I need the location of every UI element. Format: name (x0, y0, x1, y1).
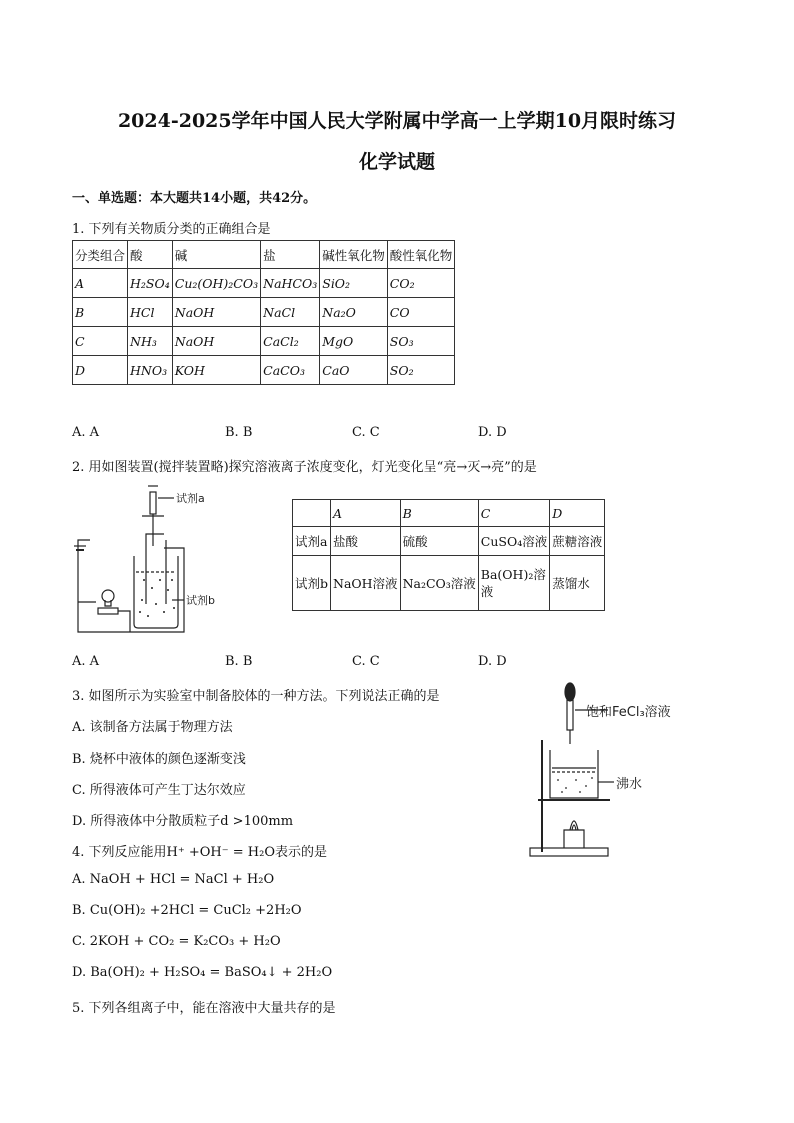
q2-stem: 2. 用如图装置(搅拌装置略)探究溶液离子浓度变化，灯光变化呈“亮→灭→亮”的是 (72, 460, 537, 475)
q4-option-a[interactable]: A. NaOH + HCl = NaCl + H₂O (72, 872, 275, 887)
table-cell: CO (387, 298, 455, 327)
q4-stem: 4. 下列反应能用H⁺ +OH⁻ = H₂O表示的是 (72, 845, 327, 860)
colloid-prep-figure (520, 680, 720, 862)
q3-stem: 3. 如图所示为实验室中制备胶体的一种方法。下列说法正确的是 (72, 689, 440, 704)
table-header-cell: 酸性氧化物 (387, 241, 455, 269)
table-row (293, 556, 605, 611)
option-d[interactable]: D. D (478, 425, 507, 440)
table-row (73, 269, 455, 298)
q3-option-b[interactable]: B. 烧杯中液体的颜色逐渐变浅 (72, 752, 246, 767)
table-cell: Na₂O (320, 298, 388, 327)
table-cell: HNO₃ (128, 356, 173, 385)
table-row (73, 298, 455, 327)
option-a[interactable]: A. A (72, 654, 100, 669)
q4-option-c[interactable]: C. 2KOH + CO₂ = K₂CO₃ + H₂O (72, 934, 281, 949)
table-cell: CO₂ (387, 269, 455, 298)
table-cell: 蔗糖溶液 (550, 527, 605, 556)
q5-stem: 5. 下列各组离子中，能在溶液中大量共存的是 (72, 1001, 336, 1016)
table-cell: 试剂b (293, 556, 331, 611)
table-header-row (293, 500, 605, 527)
table-cell: CuSO₄溶液 (478, 527, 549, 556)
table-header-cell: 碱 (172, 241, 260, 269)
q2-reagent-table (292, 499, 605, 611)
table-header-cell: 分类组合 (73, 241, 128, 269)
table-cell: NaOH (172, 327, 260, 356)
option-b[interactable]: B. B (225, 654, 253, 669)
table-row (73, 327, 455, 356)
table-cell: A (73, 269, 128, 298)
q4-option-b[interactable]: B. Cu(OH)₂ +2HCl = CuCl₂ +2H₂O (72, 903, 302, 918)
q1-classification-table (72, 240, 455, 385)
table-cell: 试剂a (293, 527, 331, 556)
exam-subtitle: 化学试题 (358, 151, 435, 173)
table-cell: HCl (128, 298, 173, 327)
q3-option-c[interactable]: C. 所得液体可产生丁达尔效应 (72, 783, 246, 798)
q3-option-d[interactable]: D. 所得液体中分散质粒子d >100mm (72, 814, 294, 829)
section-heading: 一、单选题：本大题共14小题，共42分。 (72, 191, 317, 206)
table-header-row (73, 241, 455, 269)
table-header-cell: C (478, 500, 549, 527)
table-header-cell: 碱性氧化物 (320, 241, 388, 269)
q1-stem: 1. 下列有关物质分类的正确组合是 (72, 222, 271, 237)
table-cell: C (73, 327, 128, 356)
table-row (73, 356, 455, 385)
reagent-a-label: 试剂a (176, 492, 205, 505)
table-cell: 蒸馏水 (550, 556, 605, 611)
table-cell: NaOH溶液 (331, 556, 401, 611)
table-cell: NH₃ (128, 327, 173, 356)
option-b[interactable]: B. B (225, 425, 253, 440)
table-header-cell: B (400, 500, 478, 527)
fecl3-label: 饱和FeCl₃溶液 (586, 705, 671, 720)
table-cell: SO₃ (387, 327, 455, 356)
table-cell: D (73, 356, 128, 385)
table-cell: CaCO₃ (261, 356, 320, 385)
table-cell: SiO₂ (320, 269, 388, 298)
table-cell: SO₂ (387, 356, 455, 385)
table-header-cell: A (331, 500, 401, 527)
table-cell: CaCl₂ (261, 327, 320, 356)
table-header-cell (293, 500, 331, 527)
table-cell: NaCl (261, 298, 320, 327)
table-cell: 硫酸 (400, 527, 478, 556)
table-cell: B (73, 298, 128, 327)
exam-title: 2024-2025学年中国人民大学附属中学高一上学期10月限时练习 (117, 110, 677, 132)
table-header-cell: 酸 (128, 241, 173, 269)
table-cell: NaHCO₃ (261, 269, 320, 298)
reagent-b-label: 试剂b (186, 594, 215, 607)
table-cell: Ba(OH)₂溶液 (478, 556, 549, 611)
q3-option-a[interactable]: A. 该制备方法属于物理方法 (72, 720, 233, 735)
table-cell: Cu₂(OH)₂CO₃ (172, 269, 260, 298)
option-a[interactable]: A. A (72, 425, 100, 440)
boiling-water-label: 沸水 (616, 777, 643, 792)
option-d[interactable]: D. D (478, 654, 507, 669)
option-c[interactable]: C. C (352, 425, 380, 440)
option-c[interactable]: C. C (352, 654, 380, 669)
table-header-cell: D (550, 500, 605, 527)
table-cell: MgO (320, 327, 388, 356)
table-cell: Na₂CO₃溶液 (400, 556, 478, 611)
table-header-cell: 盐 (261, 241, 320, 269)
table-row (293, 527, 605, 556)
conductivity-apparatus-figure (72, 484, 215, 639)
table-cell: KOH (172, 356, 260, 385)
q4-option-d[interactable]: D. Ba(OH)₂ + H₂SO₄ = BaSO₄↓ + 2H₂O (72, 965, 333, 980)
table-cell: NaOH (172, 298, 260, 327)
table-cell: H₂SO₄ (128, 269, 173, 298)
table-cell: CaO (320, 356, 388, 385)
table-cell: 盐酸 (331, 527, 401, 556)
